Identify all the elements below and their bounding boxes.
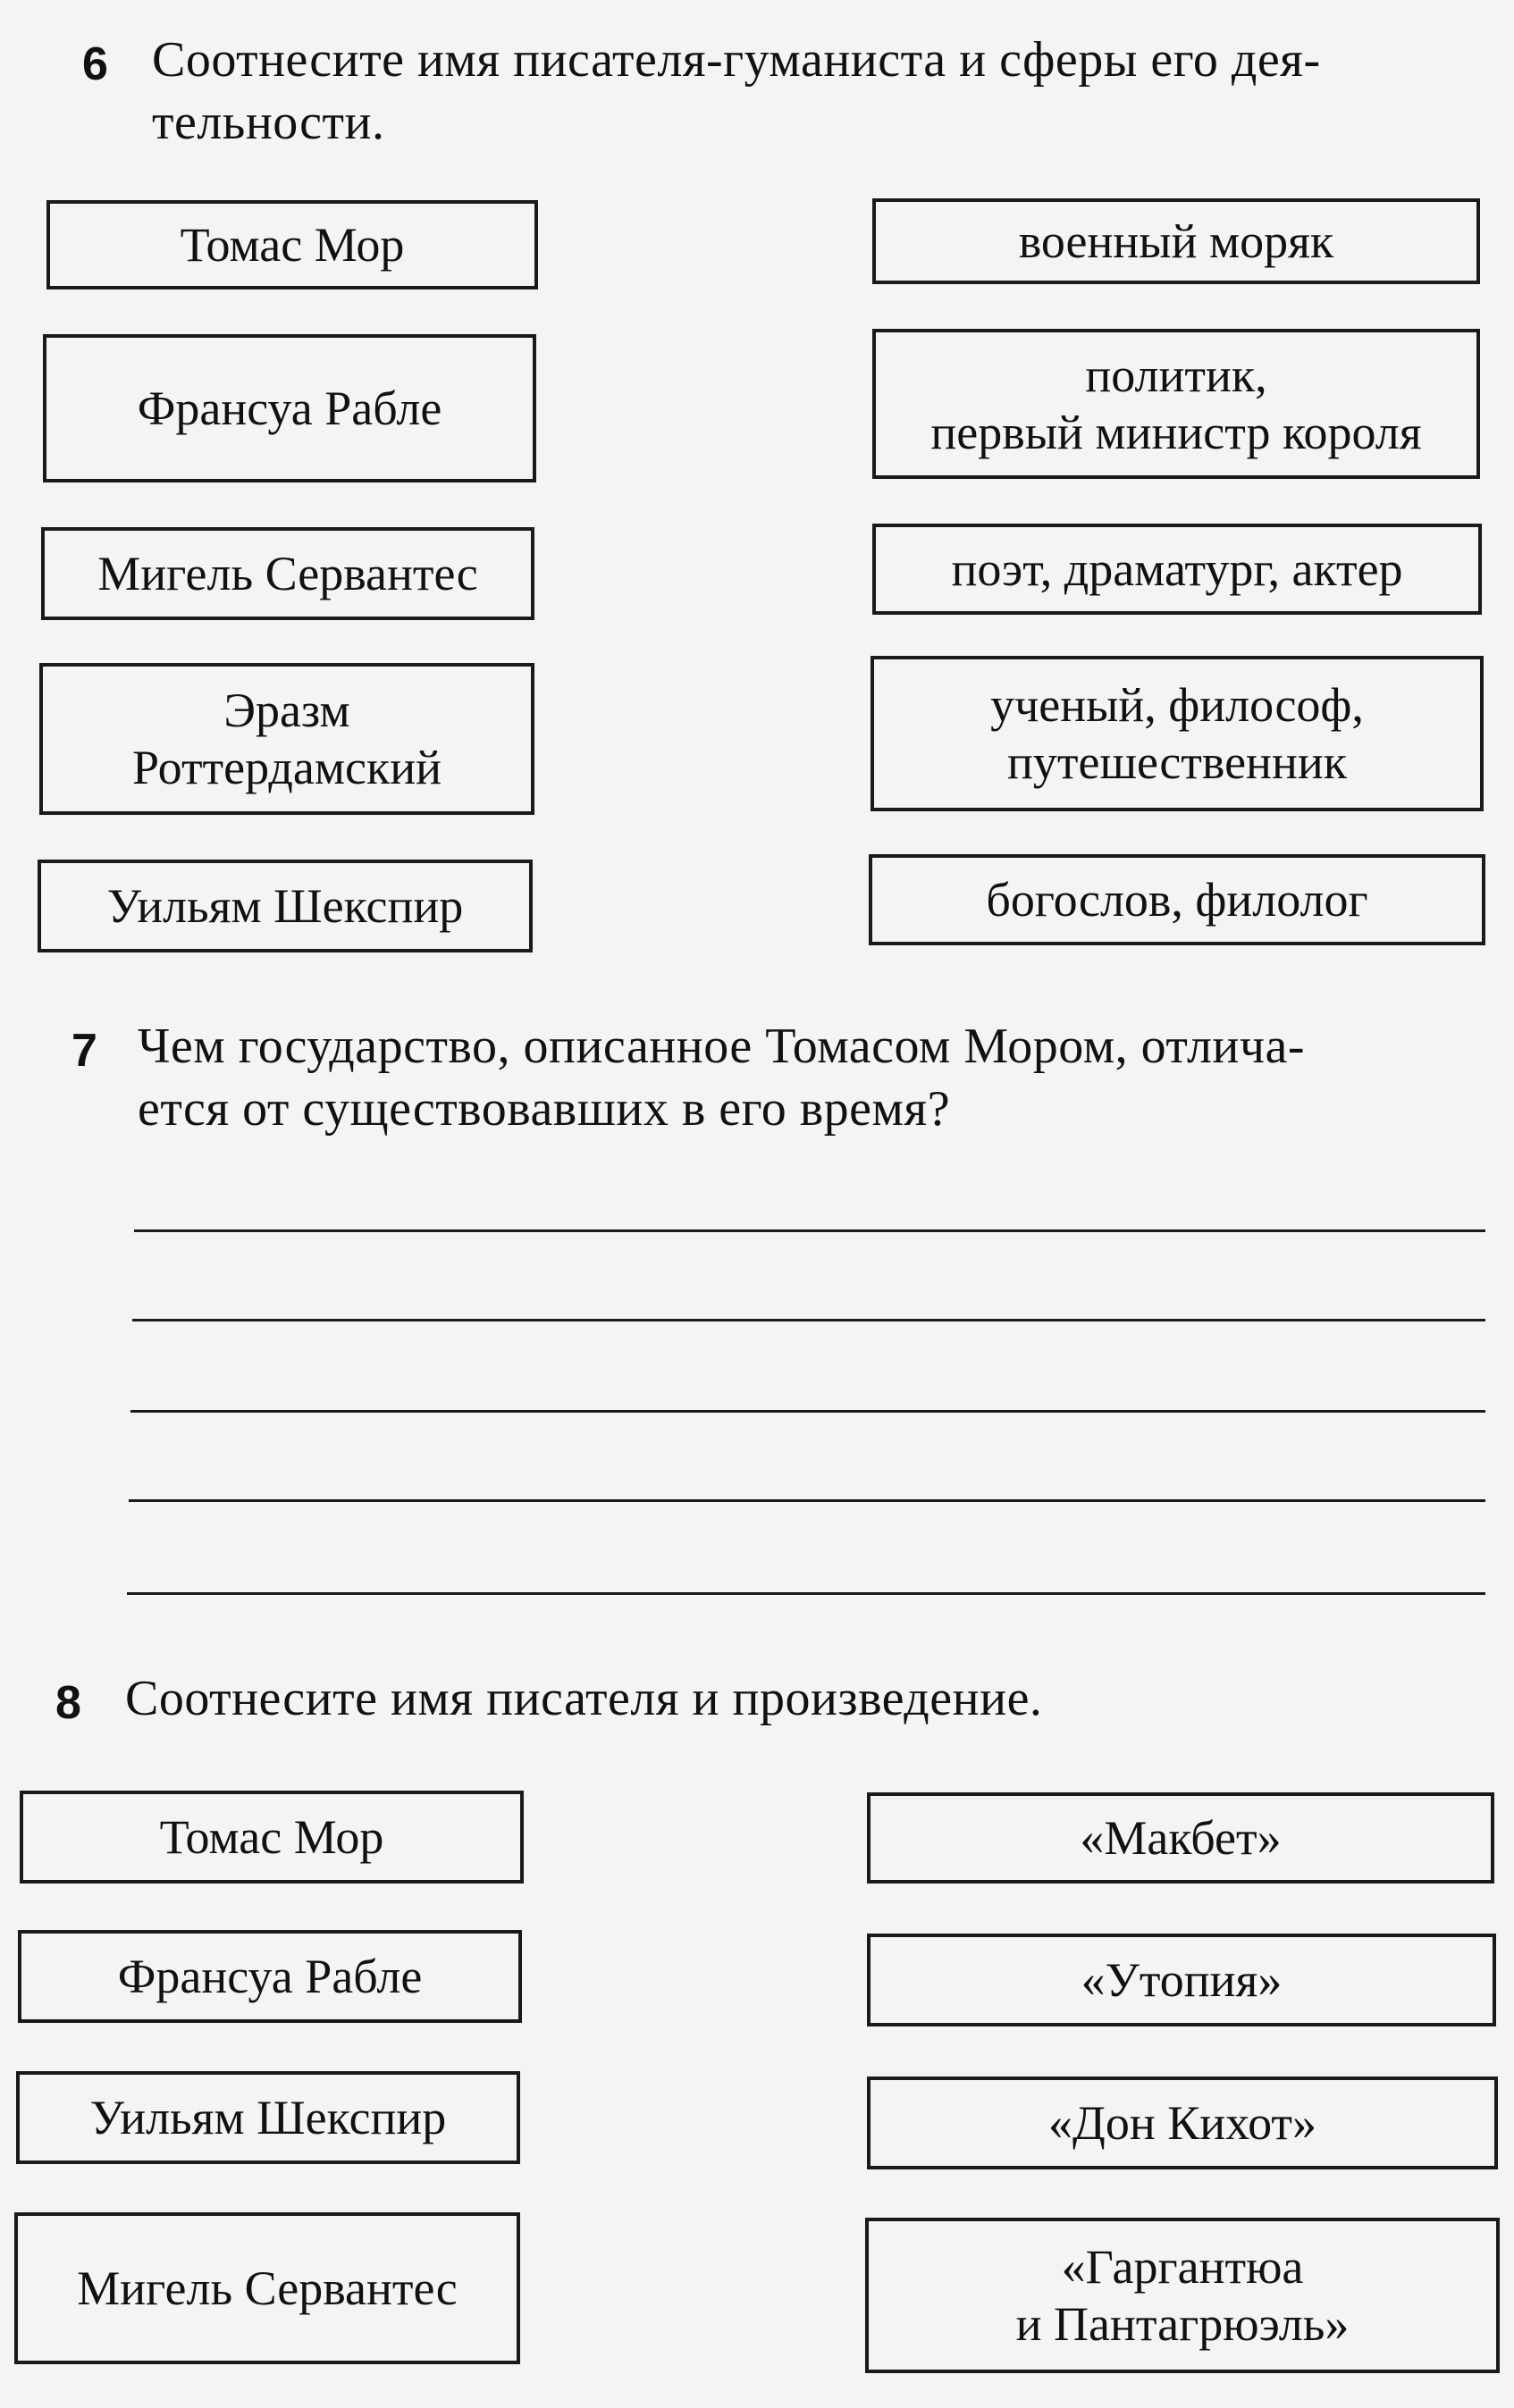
writer-box[interactable] xyxy=(18,1930,522,2023)
task-question: Соотнесите имя писателя и произведение. xyxy=(125,1671,1043,1726)
sphere-label-line-1: политик, xyxy=(1085,348,1267,402)
task-number: 7 xyxy=(71,1025,97,1077)
answer-line[interactable] xyxy=(132,1319,1485,1321)
answer-line[interactable] xyxy=(127,1592,1485,1595)
sphere-box[interactable] xyxy=(869,854,1485,945)
task-number: 6 xyxy=(82,38,108,90)
writer-box[interactable] xyxy=(14,2212,520,2364)
sphere-box[interactable] xyxy=(872,329,1480,479)
work-label: «Макбет» xyxy=(1080,1811,1282,1865)
work-box[interactable] xyxy=(867,2077,1498,2169)
sphere-box[interactable] xyxy=(872,198,1480,284)
answer-line[interactable] xyxy=(130,1410,1485,1413)
writer-label-line-1: Эразм xyxy=(223,684,350,737)
sphere-box[interactable] xyxy=(872,524,1482,615)
work-box[interactable] xyxy=(865,2218,1500,2373)
writer-label: Томас Мор xyxy=(180,218,405,272)
writer-box[interactable] xyxy=(46,200,538,289)
writer-label: Мигель Сервантес xyxy=(97,547,478,600)
work-label-line-1: «Гаргантюа xyxy=(1061,2240,1304,2294)
sphere-label: поэт, драматург, актер xyxy=(951,542,1403,596)
writer-box[interactable] xyxy=(41,527,534,620)
sphere-label: военный моряк xyxy=(1018,214,1334,268)
writer-box[interactable] xyxy=(43,334,536,482)
sphere-label-line-1: ученый, философ, xyxy=(990,678,1364,732)
work-label: «Дон Кихот» xyxy=(1048,2096,1316,2150)
writer-box[interactable] xyxy=(38,860,533,952)
work-label-line-2: и Пантагрюэль» xyxy=(1015,2297,1350,2351)
answer-line[interactable] xyxy=(134,1229,1485,1232)
writer-label: Уильям Шекспир xyxy=(106,879,464,933)
task-number: 8 xyxy=(55,1677,81,1729)
task-question-line-2: тельности. xyxy=(152,95,385,150)
writer-label: Томас Мор xyxy=(159,1810,384,1864)
writer-label: Франсуа Рабле xyxy=(137,382,442,435)
sphere-label-line-2: путешественник xyxy=(1006,735,1347,789)
writer-label-line-2: Роттердамский xyxy=(131,741,442,794)
work-box[interactable] xyxy=(867,1934,1496,2026)
work-label: «Утопия» xyxy=(1081,1953,1283,2007)
task-question-line-1: Соотнесите имя писателя-гуманиста и сферы его дея- xyxy=(152,32,1321,88)
sphere-box[interactable] xyxy=(871,656,1484,811)
answer-line[interactable] xyxy=(129,1499,1485,1502)
work-box[interactable] xyxy=(867,1792,1494,1884)
task-question-line-2: ется от существовавших в его время? xyxy=(138,1081,951,1137)
writer-label: Мигель Сервантес xyxy=(77,2261,458,2315)
sphere-label-line-2: первый министр короля xyxy=(930,406,1422,459)
sphere-label: богослов, филолог xyxy=(986,873,1368,927)
writer-box[interactable] xyxy=(16,2071,520,2164)
writer-box[interactable] xyxy=(20,1791,524,1884)
writer-label: Уильям Шекспир xyxy=(89,2091,447,2144)
task-question-line-1: Чем государство, описанное Томасом Мором, отлича- xyxy=(138,1019,1306,1074)
writer-box[interactable] xyxy=(39,663,534,815)
writer-label: Франсуа Рабле xyxy=(117,1950,423,2003)
